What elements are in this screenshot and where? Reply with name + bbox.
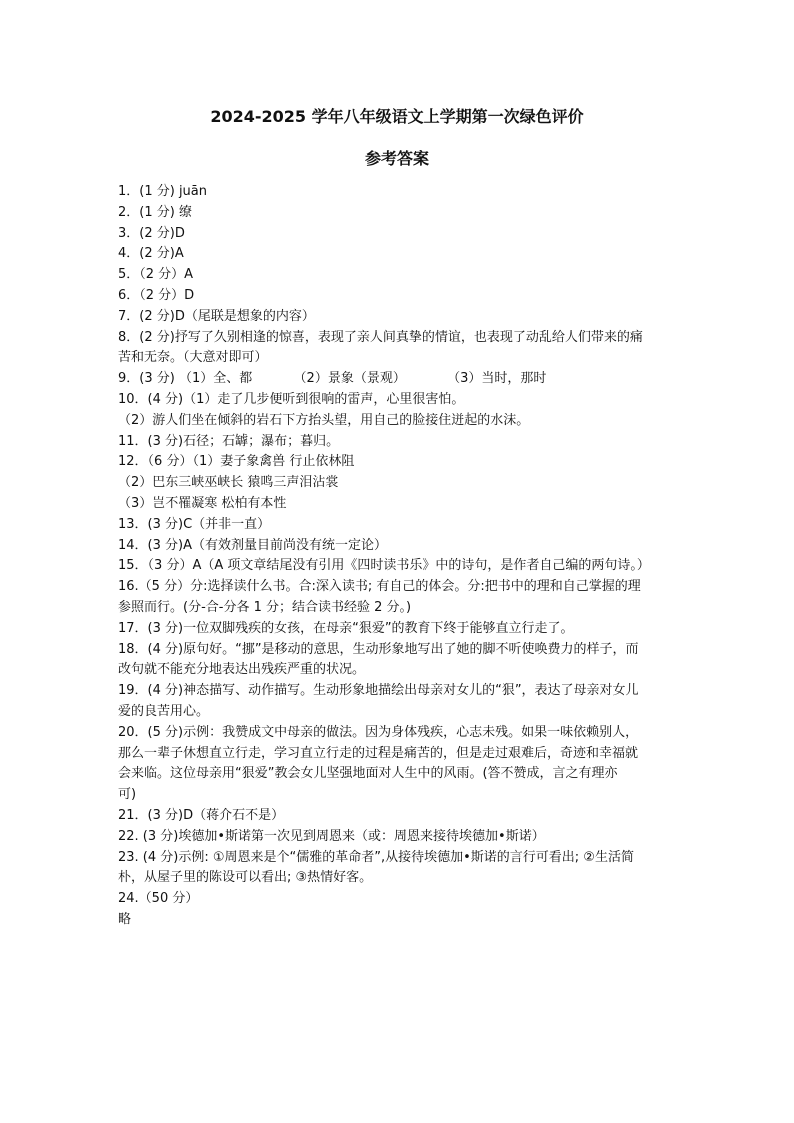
answer-line: 7．(2 分)D（尾联是想象的内容） [118,308,315,324]
answer-line: 朴，从屋子里的陈设可以看出; ③热情好客。 [118,870,373,886]
answer-line: 17．(3 分)一位双脚残疾的女孩，在母亲“狠爱”的教育下终于能够直立行走了。 [118,620,574,636]
answer-line: 会来临。这位母亲用“狠爱”教会女儿坚强地面对人生中的风雨。(答不赞成，言之有理亦 [118,766,618,782]
answer-line: 12．（6 分）（1）妻子象禽兽 行止依林阻 [118,454,355,470]
answer-line: 23. (4 分)示例: ①周恩来是个“儒雅的革命者”,从接待埃德加•斯诺的言行可看出; ②生活简 [118,849,634,865]
answer-line: 那么一辈子休想直立行走，学习直立行走的过程是痛苦的，但是走过艰难后，奇迹和幸福就 [118,745,639,761]
answer-line: 21．(3 分)D（蒋介石不是） [118,807,285,823]
answer-list [118,182,678,931]
answer-line: 8．(2 分)抒写了久别相逢的惊喜，表现了亲人间真挚的情谊，也表现了动乱给人们带来的痛 [118,329,643,345]
answer-line: 14．(3 分)A（有效剂量目前尚没有统一定论） [118,537,387,553]
answer-line: 22. (3 分)埃德加•斯诺第一次见到周恩来（或：周恩来接待埃德加•斯诺） [118,828,545,844]
answer-line: 苦和无奈。（大意对即可） [118,350,268,366]
answer-line: 18．(4 分)原句好。“挪”是移动的意思，生动形象地写出了她的脚不听使唤费力的样子，而 [118,641,639,657]
answer-line: 可) [118,787,137,803]
answer-line: （2）巴东三峡巫峡长 猿鸣三声泪沾裳 [118,475,339,491]
document-subtitle: 参考答案 [364,149,429,168]
answer-line: 1．(1 分) juān [118,184,208,199]
answer-line: 16.（5 分）分:选择读什么书。合:深入读书; 有自己的体会。分:把书中的理和自己掌握的理 [118,579,641,595]
answer-line: 略 [118,911,132,927]
answer-line: 爱的良苦用心。 [118,703,210,719]
answer-line: 4．(2 分)A [118,246,184,262]
answer-line: 9．(3 分) （1）全、都 （2）景象（景观） （3）当时，那时 [118,371,547,387]
answer-line: （2）游人们坐在倾斜的岩石下方抬头望，用自己的脸接住迸起的水沫。 [118,412,530,428]
answer-line: 2．(1 分) 缭 [118,204,192,220]
answer-line: 改句就不能充分地表达出残疾严重的状况。 [118,662,366,678]
answer-line: 15．（3 分）A（A 项文章结尾没有引用《四时读书乐》中的诗句，是作者自己编的两句诗。） [118,558,650,574]
answer-line: （3）岂不罹凝寒 松柏有本性 [118,495,287,511]
answer-line: 5．（2 分）A [118,267,194,283]
answer-line: 20．(5 分)示例：我赞成文中母亲的做法。因为身体残疾，心志未残。如果一味依赖别人， [118,724,639,740]
document-title: 2024-2025 学年八年级语文上学期第一次绿色评价 [210,107,584,126]
answer-line: 13．(3 分)C（并非一直） [118,516,271,532]
answer-line: 24.（50 分） [118,891,199,907]
answer-line: 6．（2 分）D [118,287,195,303]
answer-line: 10．(4 分)（1）走了几步便听到很响的雷声，心里很害怕。 [118,391,465,407]
answer-line: 19．(4 分)神态描写、动作描写。生动形象地描绘出母亲对女儿的“狠”，表达了母亲对女儿 [118,683,639,699]
answer-line: 11．(3 分)石径；石罅；瀑布；暮归。 [118,433,340,449]
answer-line: 3．(2 分)D [118,225,185,241]
answer-line: 参照而行。(分-合-分各 1 分；结合读书经验 2 分。) [118,599,412,615]
